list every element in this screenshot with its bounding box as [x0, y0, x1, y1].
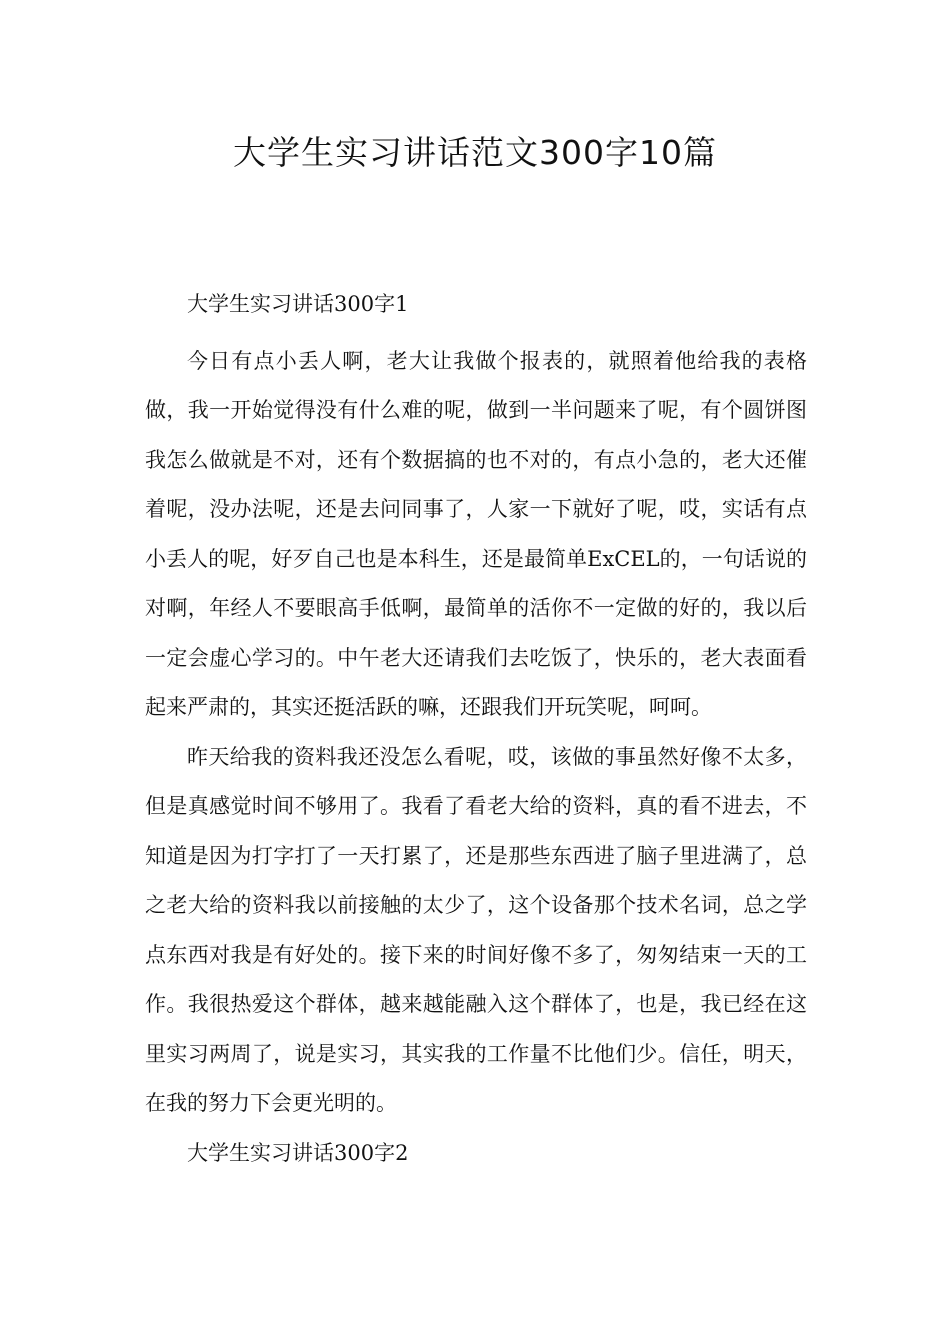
- paragraph-2: 昨天给我的资料我还没怎么看呢，哎，该做的事虽然好像不太多，但是真感觉时间不够用了。我看了看老大给的资料，真的看不进去，不知道是因为打字打了一天打累了，还是那些东西进了脑子里进满了，总之老大给的资料我以前接触的太少了，这个设备那个技术名词，总之学点东西对我是有好处的。接下来的时间好像不多了，匆匆结束一天的工作。我很热爱这个群体，越来越能融入这个群体了，也是，我已经在这里实习两周了，说是实习，其实我的工作量不比他们少。信任，明天，在我的努力下会更光明的。: [145, 744, 807, 1115]
- document-title: 大学生实习讲话范文300字10篇: [233, 133, 717, 172]
- section-heading-1: 大学生实习讲话300字1: [187, 292, 409, 316]
- document-body: [145, 280, 807, 1178]
- section-heading-2: 大学生实习讲话300字2: [187, 1140, 409, 1165]
- paragraph-1: 今日有点小丢人啊，老大让我做个报表的，就照着他给我的表格做，我一开始觉得没有什么难的呢，做到一半问题来了呢，有个圆饼图我怎么做就是不对，还有个数据搞的也不对的，有点小急的，老大还催着呢，没办法呢，还是去问同事了，人家一下就好了呢，哎，实话有点小丢人的呢，好歹自己也是本科生，还是最简单ExCEL的，一句话说的对啊，年经人不要眼高手低啊，最简单的活你不一定做的好的，我以后一定会虚心学习的。中午老大还请我们去吃饭了，快乐的，老大表面看起来严肃的，其实还挺活跃的嘛，还跟我们开玩笑呢，呵呵。: [145, 348, 807, 719]
